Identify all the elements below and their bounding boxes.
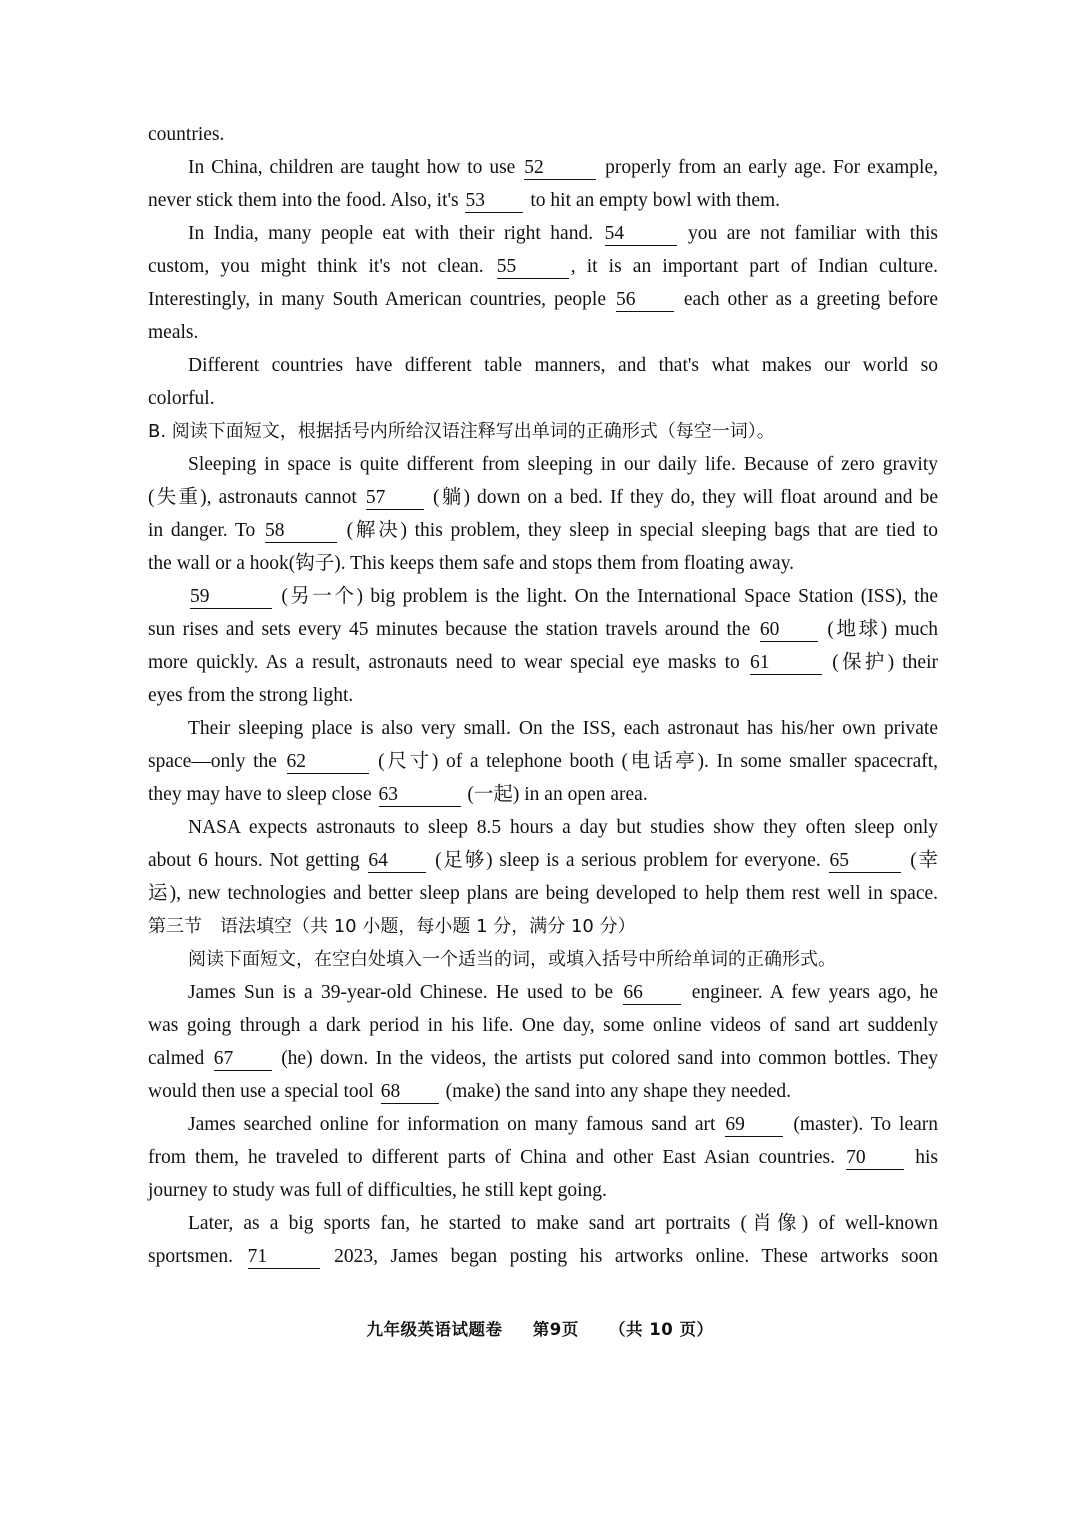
blank-58[interactable]: 58 [265, 520, 337, 543]
text-line: never stick them into the food. Also, it's 53 to hit an empty bowl with them. [148, 190, 781, 211]
text-line: space—only the 62 (尺寸) of a telephone booth (电话亭). In some smaller spacecraft, [148, 751, 939, 772]
text-line: more quickly. As a result, astronauts need to wear special eye masks to 61 (保护) their [148, 652, 938, 673]
text-line: countries. [148, 124, 225, 145]
text-line: (失重), astronauts cannot 57 (躺) down on a bed. If they do, they will float around and be [148, 487, 939, 508]
text-line: eyes from the strong light. [148, 685, 354, 706]
blank-68[interactable]: 68 [381, 1081, 439, 1104]
text-line: they may have to sleep close 63 (一起) in an open area. [148, 784, 648, 805]
blank-71[interactable]: 71 [248, 1246, 320, 1269]
blank-63[interactable]: 63 [379, 784, 461, 807]
text-line: In India, many people eat with their right hand. 54 you are not familiar with this [188, 223, 938, 244]
text-line: sportsmen. 71 2023, James began posting his artworks online. These artworks soon [148, 1246, 939, 1267]
text-line: James searched online for information on many famous sand art 69 (master). To learn [188, 1114, 939, 1135]
text-line: from them, he traveled to different parts of China and other East Asian countries. 70 his [148, 1147, 938, 1168]
footer-total: （共 10 页） [609, 1320, 714, 1339]
footer-title: 九年级英语试题卷 [366, 1320, 503, 1339]
section-b-heading: B. 阅读下面短文，根据括号内所给汉语注释写出单词的正确形式（每空一词）。 [148, 421, 775, 442]
text-line: NASA expects astronauts to sleep 8.5 hours a day but studies show they often sleep only [188, 817, 938, 838]
blank-70[interactable]: 70 [846, 1147, 904, 1170]
text-line: Their sleeping place is also very small. On the ISS, each astronaut has his/her own private [188, 718, 938, 739]
blank-59[interactable]: 59 [190, 586, 272, 609]
blank-54[interactable]: 54 [605, 223, 677, 246]
section-3-heading: 第三节 语法填空（共 10 小题，每小题 1 分，满分 10 分） [148, 916, 636, 937]
text-line: in danger. To 58 (解决) this problem, they sleep in special sleeping bags that are tied to [148, 520, 939, 541]
text-line: meals. [148, 322, 199, 343]
text-line: In China, children are taught how to use 52 properly from an early age. For example, [188, 157, 938, 178]
text-line: was going through a dark period in his life. One day, some online videos of sand art suddenly [148, 1015, 938, 1036]
text-line: James Sun is a 39-year-old Chinese. He used to be 66 engineer. A few years ago, he [188, 982, 939, 1003]
blank-67[interactable]: 67 [214, 1048, 272, 1071]
footer-page: 第9页 [532, 1320, 579, 1339]
blank-69[interactable]: 69 [725, 1114, 783, 1137]
blank-61[interactable]: 61 [750, 652, 822, 675]
section-3-instruction: 阅读下面短文，在空白处填入一个适当的词，或填入括号中所给单词的正确形式。 [188, 949, 836, 970]
text-line: calmed 67 (he) down. In the videos, the artists put colored sand into common bottles. They [148, 1048, 938, 1069]
page-footer [0, 1316, 1080, 1340]
blank-52[interactable]: 52 [524, 157, 596, 180]
text-line: the wall or a hook(钩子). This keeps them safe and stops them from floating away. [148, 553, 795, 574]
text-line: Sleeping in space is quite different from sleeping in our daily life. Because of zero gravity [188, 454, 938, 475]
text-line: Different countries have different table manners, and that's what makes our world so [188, 355, 938, 376]
blank-56[interactable]: 56 [616, 289, 674, 312]
text-line: Later, as a big sports fan, he started to make sand art portraits (肖像) of well-known [188, 1213, 938, 1234]
blank-65[interactable]: 65 [829, 850, 901, 873]
text-line: Interestingly, in many South American countries, people 56 each other as a greeting before [148, 289, 938, 310]
blank-55[interactable]: 55 [497, 256, 569, 279]
text-line: would then use a special tool 68 (make) the sand into any shape they needed. [148, 1081, 792, 1102]
blank-53[interactable]: 53 [465, 190, 523, 213]
text-line: sun rises and sets every 45 minutes because the station travels around the 60 (地球) much [148, 619, 939, 640]
text-line: journey to study was full of difficulties, he still kept going. [148, 1180, 607, 1201]
blank-62[interactable]: 62 [287, 751, 369, 774]
text-line: custom, you might think it's not clean. 55 , it is an important part of Indian culture. [148, 256, 938, 277]
blank-60[interactable]: 60 [760, 619, 818, 642]
blank-66[interactable]: 66 [623, 982, 681, 1005]
blank-57[interactable]: 57 [366, 487, 424, 510]
blank-64[interactable]: 64 [368, 850, 426, 873]
text-line: 运), new technologies and better sleep plans are being developed to help them rest well in space. [148, 883, 938, 904]
text-line: 59 (另一个) big problem is the light. On the International Space Station (ISS), the [190, 586, 939, 607]
text-line: colorful. [148, 388, 215, 409]
text-line: about 6 hours. Not getting 64 (足够) sleep is a serious problem for everyone. 65 (幸 [148, 850, 939, 871]
exam-content [148, 118, 938, 1273]
